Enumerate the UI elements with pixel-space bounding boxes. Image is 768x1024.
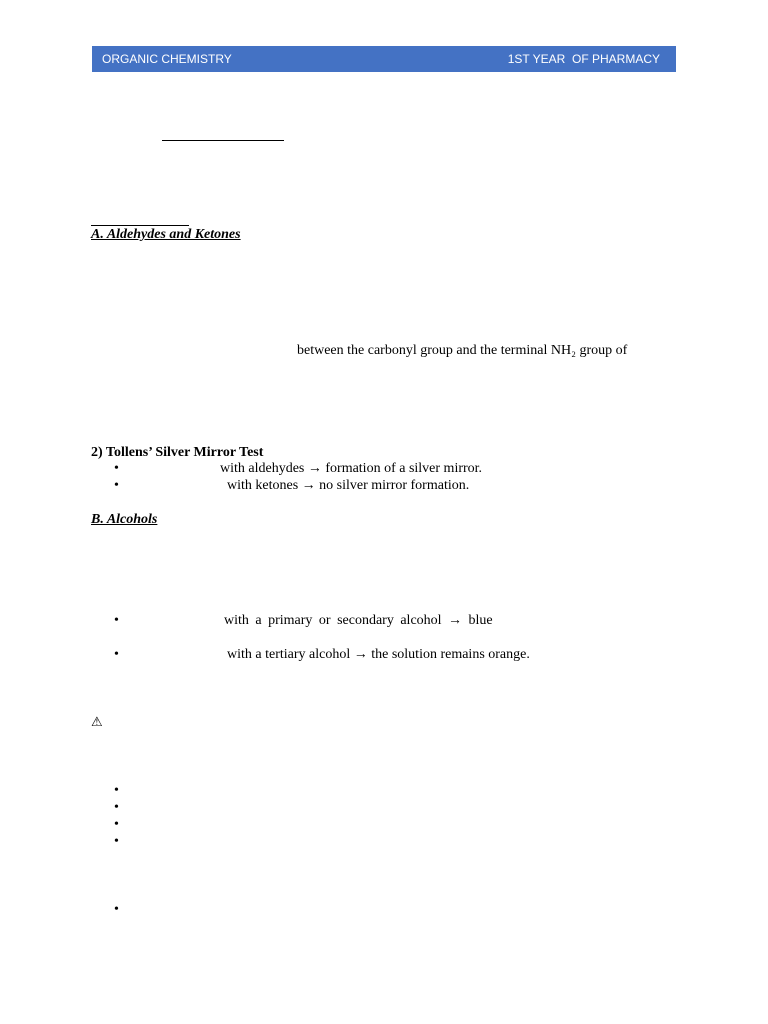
bullet-icon: •	[114, 647, 119, 662]
bullet-icon: •	[114, 834, 119, 849]
bullet-icon: •	[114, 783, 119, 798]
tollens-test-heading: 2) Tollens’ Silver Mirror Test	[91, 445, 264, 460]
bullet-icon: •	[114, 817, 119, 832]
section-heading-aldehydes-ketones: A. Aldehydes and Ketones	[91, 227, 241, 242]
tollens-item-ketones: with ketones → no silver mirror formation.	[227, 478, 470, 493]
underline-rule	[91, 225, 189, 226]
alcohol-item-tertiary: with a tertiary alcohol → the solution remains orange.	[227, 647, 530, 662]
warning-icon: ⚠	[91, 715, 103, 730]
alcohol-item-primary-secondary: with a primary or secondary alcohol → blue	[224, 613, 493, 628]
bullet-icon: •	[114, 613, 119, 628]
page-header	[92, 46, 676, 72]
header-year-label: 1ST YEAR OF PHARMACY	[507, 52, 660, 66]
tollens-item-aldehydes: with aldehydes → formation of a silver mirror.	[220, 461, 483, 476]
underline-rule	[162, 140, 284, 141]
carbonyl-text-line: between the carbonyl group and the terminal NH₂ group of	[297, 343, 628, 358]
bullet-icon: •	[114, 478, 119, 493]
bullet-icon: •	[114, 461, 119, 476]
section-heading-alcohols: B. Alcohols	[91, 512, 158, 527]
header-course-title: ORGANIC CHEMISTRY	[102, 52, 232, 66]
bullet-icon: •	[114, 902, 119, 917]
bullet-icon: •	[114, 800, 119, 815]
